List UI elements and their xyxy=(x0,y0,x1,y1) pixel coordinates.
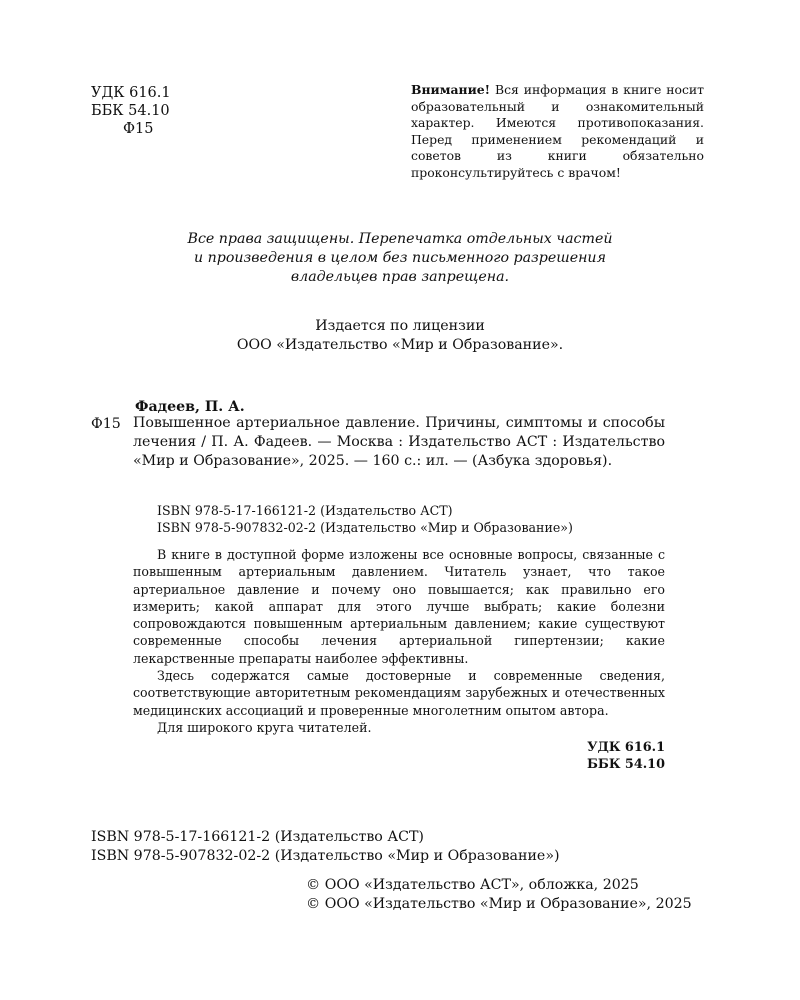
copyright-line: © ООО «Издательство АСТ», обложка, 2025 xyxy=(306,877,639,893)
udk-block-bottom xyxy=(500,739,665,773)
bbk-code: ББК 54.10 xyxy=(586,757,665,772)
udk-code: УДК 616.1 xyxy=(91,85,171,101)
rights-line: и произведения в целом без письменного разрешения xyxy=(194,250,606,266)
annotation-paragraph: Здесь содержатся самые достоверные и современные сведения, соответствующие авторитетным рекомендациям зарубежных и отечественных медицинских ассоциаций и проверенные многолетним опытом автора. xyxy=(133,668,665,718)
isbn-line: ISBN 978-5-17-166121-2 (Издательство АСТ) xyxy=(91,829,424,845)
catalog-author-mark: Ф15 xyxy=(91,416,121,432)
license-line: Издается по лицензии xyxy=(315,318,485,334)
catalog-description: Повышенное артериальное давление. Причины, симптомы и способы лечения / П. А. Фадеев. — Москва : Издательство АСТ : Издательство «Мир и Образование», 2025. — 160 с.: ил. — (Азбука здоровья). xyxy=(133,415,665,469)
author-mark: Ф15 xyxy=(123,121,154,137)
license-notice xyxy=(100,317,700,355)
udk-code: УДК 616.1 xyxy=(587,740,665,755)
copyright-line: © ООО «Издательство «Мир и Образование», 2025 xyxy=(306,896,692,912)
annotation-paragraph: В книге в доступной форме изложены все основные вопросы, связанные с повышенным артериальным давлением. Читатель узнает, что такое артериальное давление и почему оно повышается; как правильно его измерить; какой аппарат для этого лучше выбрать; какие болезни сопровождаются повышенным артериальным давлением; какие существуют современные способы лечения артериальной гипертензии; какие лекарственные препараты наиболее эффективны. xyxy=(133,547,665,666)
annotation xyxy=(133,546,665,736)
isbn-line: ISBN 978-5-907832-02-2 (Издательство «Мир и Образование») xyxy=(91,848,560,864)
rights-notice xyxy=(100,230,700,287)
isbn-block xyxy=(91,828,560,866)
bbk-code: ББК 54.10 xyxy=(91,103,170,119)
warning-notice xyxy=(411,82,704,182)
warning-text: Вся информация в книге носит образовательный и ознакомительный характер. Имеются противопоказания. Перед применением рекомендаций и советов из книги обязательно проконсультируйтесь с врачом! xyxy=(411,82,704,180)
rights-line: Все права защищены. Перепечатка отдельных частей xyxy=(187,231,613,247)
license-line: ООО «Издательство «Мир и Образование». xyxy=(236,337,564,353)
catalog-isbn: ISBN 978-5-907832-02-2 (Издательство «Мир и Образование») xyxy=(157,520,573,535)
udk-block-top xyxy=(91,84,171,138)
catalog-author: Фадеев, П. А. xyxy=(135,399,245,415)
catalog-isbn: ISBN 978-5-17-166121-2 (Издательство АСТ) xyxy=(157,503,453,518)
catalog-isbn-list xyxy=(157,502,573,536)
annotation-paragraph: Для широкого круга читателей. xyxy=(157,719,372,735)
copyright-block xyxy=(306,876,692,914)
warning-title: Внимание! xyxy=(411,82,491,97)
rights-line: владельцев прав запрещена. xyxy=(290,269,510,285)
